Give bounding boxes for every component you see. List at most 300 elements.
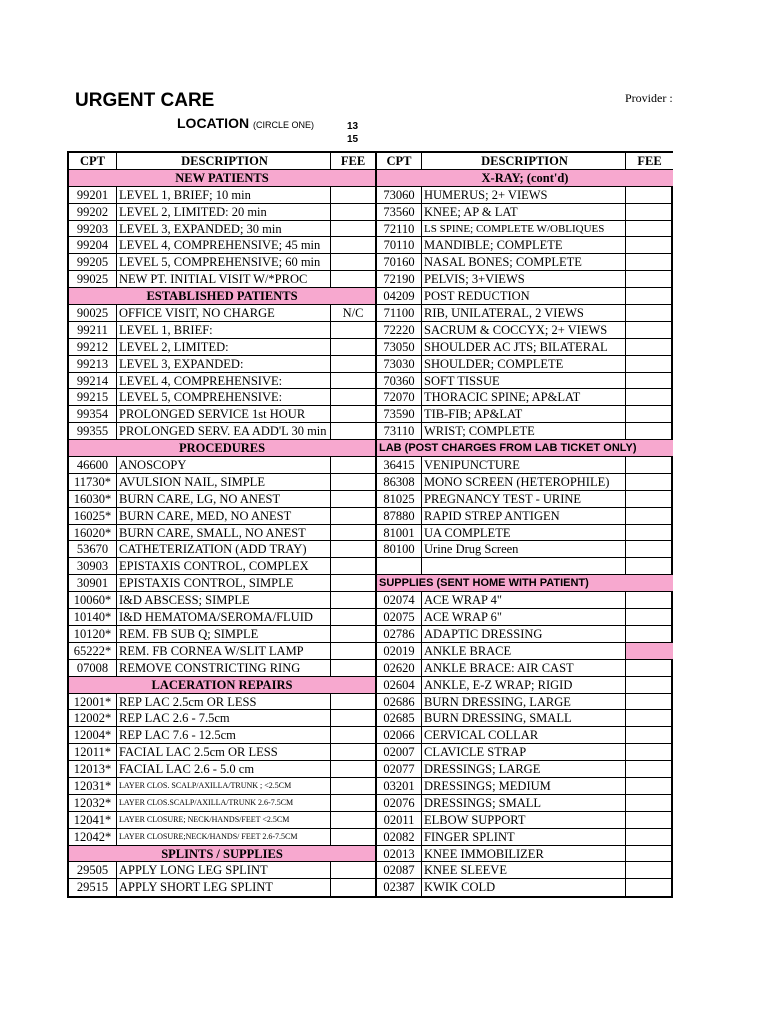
procedure-description bbox=[422, 558, 626, 574]
fee-field[interactable] bbox=[331, 558, 375, 574]
procedure-description bbox=[117, 491, 331, 507]
table-row bbox=[377, 829, 673, 846]
procedure-description-text: BURN CARE, SMALL, NO ANEST bbox=[119, 525, 306, 540]
fee-field[interactable]: N/C bbox=[342, 306, 364, 321]
procedure-description bbox=[422, 356, 626, 372]
procedure-description-text: OFFICE VISIT, NO CHARGE bbox=[119, 306, 275, 321]
fee-field[interactable] bbox=[626, 305, 673, 321]
fee-field[interactable] bbox=[626, 541, 673, 557]
procedure-description bbox=[422, 288, 626, 304]
cpt-code: 30903 bbox=[69, 558, 117, 574]
fee-header: FEE bbox=[340, 154, 366, 168]
procedure-description bbox=[422, 322, 626, 338]
table-row bbox=[69, 778, 375, 795]
fee-field[interactable] bbox=[626, 795, 673, 811]
cpt-code: 02075 bbox=[377, 609, 422, 625]
procedure-description-text: FACIAL LAC 2.5cm OR LESS bbox=[119, 745, 278, 760]
table-row bbox=[377, 254, 673, 271]
procedure-description-text: LEVEL 3, EXPANDED; 30 min bbox=[119, 221, 282, 236]
table-row bbox=[377, 204, 673, 221]
procedure-description bbox=[117, 423, 331, 439]
procedure-description bbox=[117, 204, 331, 220]
fee-field[interactable] bbox=[626, 187, 673, 203]
fee-field[interactable] bbox=[331, 862, 375, 878]
procedure-description bbox=[422, 744, 626, 760]
procedure-description bbox=[422, 187, 626, 203]
location-code-13[interactable]: 13 bbox=[347, 121, 359, 132]
procedure-description-text: LAYER CLOS.SCALP/AXILLA/TRUNK 2.6-7.5CM bbox=[119, 797, 294, 807]
fee-field[interactable] bbox=[331, 389, 375, 405]
cpt-code: 99205 bbox=[69, 254, 117, 270]
fee-field[interactable] bbox=[331, 187, 375, 203]
right-column bbox=[377, 153, 673, 896]
fee-field[interactable] bbox=[626, 221, 673, 237]
cpt-code: 72220 bbox=[377, 322, 422, 338]
procedure-description bbox=[117, 221, 331, 237]
cpt-code: 72190 bbox=[377, 271, 422, 287]
procedure-description-text: REP LAC 2.6 - 7.5cm bbox=[119, 711, 230, 726]
procedure-description-text: LEVEL 1, BRIEF; 10 min bbox=[119, 187, 251, 202]
fee-field[interactable] bbox=[626, 271, 673, 287]
cpt-code: 90025 bbox=[69, 305, 117, 321]
procedure-description bbox=[422, 778, 626, 794]
cpt-code: 81001 bbox=[377, 525, 422, 541]
table-row bbox=[69, 254, 375, 271]
fee-field[interactable] bbox=[331, 474, 375, 490]
procedure-description bbox=[117, 525, 331, 541]
table-row bbox=[377, 812, 673, 829]
procedure-description bbox=[422, 373, 626, 389]
fee-field[interactable] bbox=[626, 406, 673, 422]
fee-field[interactable] bbox=[331, 727, 375, 743]
table-row bbox=[69, 508, 375, 525]
fee-field[interactable] bbox=[626, 846, 673, 862]
cpt-code: 81025 bbox=[377, 491, 422, 507]
fee-field[interactable] bbox=[331, 508, 375, 524]
procedure-description bbox=[117, 626, 331, 642]
fee-field[interactable] bbox=[331, 423, 375, 439]
procedure-description bbox=[422, 795, 626, 811]
procedure-description bbox=[422, 508, 626, 524]
table-row bbox=[69, 592, 375, 609]
procedure-description bbox=[422, 423, 626, 439]
cpt-code: 99212 bbox=[69, 339, 117, 355]
fee-field[interactable] bbox=[331, 406, 375, 422]
fee-field[interactable] bbox=[331, 879, 375, 896]
section-header bbox=[377, 440, 673, 457]
procedure-description-text: CATHETERIZATION (ADD TRAY) bbox=[119, 542, 307, 557]
procedure-description bbox=[422, 812, 626, 828]
fee-field[interactable] bbox=[331, 221, 375, 237]
procedure-description-text: LAYER CLOSURE;NECK/HANDS/ FEET 2.6-7.5CM bbox=[119, 831, 298, 841]
fee-field[interactable] bbox=[331, 254, 375, 270]
cpt-code: 87880 bbox=[377, 508, 422, 524]
procedure-description-text: LEVEL 4, COMPREHENSIVE: bbox=[119, 373, 283, 388]
table-row bbox=[377, 541, 673, 558]
section-title: ESTABLISHED PATIENTS bbox=[146, 289, 298, 304]
procedure-description-text: NEW PT. INITIAL VISIT W/*PROC bbox=[119, 272, 308, 287]
fee-field[interactable] bbox=[331, 643, 375, 659]
table-row bbox=[377, 879, 673, 896]
procedure-description-text: LEVEL 1, BRIEF: bbox=[119, 322, 213, 337]
fee-field[interactable] bbox=[331, 541, 375, 557]
fee-field[interactable] bbox=[626, 457, 673, 473]
table-row bbox=[377, 423, 673, 440]
procedure-description bbox=[422, 862, 626, 878]
procedure-description bbox=[422, 204, 626, 220]
procedure-description bbox=[422, 761, 626, 777]
cpt-code: 30901 bbox=[69, 575, 117, 591]
cpt-code: 12004* bbox=[69, 727, 117, 743]
cpt-code: 04209 bbox=[377, 288, 422, 304]
fee-field[interactable] bbox=[331, 694, 375, 710]
table-row bbox=[69, 626, 375, 643]
procedure-description-text: LEVEL 4, COMPREHENSIVE; 45 min bbox=[119, 238, 321, 253]
fee-field[interactable] bbox=[626, 322, 673, 338]
cpt-code: 16030* bbox=[69, 491, 117, 507]
fee-field[interactable] bbox=[331, 204, 375, 220]
table-row bbox=[377, 457, 673, 474]
cpt-code: 02076 bbox=[377, 795, 422, 811]
procedure-description-text: REMOVE CONSTRICTING RING bbox=[119, 660, 301, 675]
procedure-description-text: HUMERUS; 2+ VIEWS bbox=[424, 187, 548, 202]
procedure-description-text: EPISTAXIS CONTROL, COMPLEX bbox=[119, 559, 309, 574]
cpt-code: 70160 bbox=[377, 254, 422, 270]
cpt-code: 12032* bbox=[69, 795, 117, 811]
cpt-code: 02074 bbox=[377, 592, 422, 608]
procedure-description-text: SOFT TISSUE bbox=[424, 373, 500, 388]
fee-field[interactable] bbox=[626, 761, 673, 777]
procedure-description-text: I&D HEMATOMA/SEROMA/FLUID bbox=[119, 610, 313, 625]
cpt-code: 99213 bbox=[69, 356, 117, 372]
table-row bbox=[69, 795, 375, 812]
fee-field[interactable] bbox=[626, 373, 673, 389]
section-title: PROCEDURES bbox=[178, 441, 266, 456]
procedure-description-text: AVULSION NAIL, SIMPLE bbox=[119, 474, 265, 489]
fee-field[interactable] bbox=[331, 373, 375, 389]
fee-field[interactable] bbox=[331, 525, 375, 541]
fee-field[interactable] bbox=[626, 609, 673, 625]
section-header bbox=[377, 170, 673, 187]
fee-field[interactable] bbox=[626, 558, 673, 574]
table-row bbox=[69, 491, 375, 508]
procedure-description-text: REM. FB CORNEA W/SLIT LAMP bbox=[119, 643, 304, 658]
procedure-description-text: BURN DRESSING, LARGE bbox=[424, 694, 571, 709]
table-row bbox=[377, 237, 673, 254]
procedure-description bbox=[117, 694, 331, 710]
cpt-code: 99204 bbox=[69, 237, 117, 253]
section-header bbox=[69, 288, 375, 305]
section-header bbox=[69, 677, 375, 694]
fee-field[interactable] bbox=[331, 491, 375, 507]
procedure-description-text: ACE WRAP 4" bbox=[424, 593, 503, 608]
table-row bbox=[69, 305, 375, 322]
cpt-code: 70360 bbox=[377, 373, 422, 389]
location-codes bbox=[347, 120, 358, 146]
cpt-code: 12002* bbox=[69, 710, 117, 726]
fee-field[interactable] bbox=[626, 829, 673, 845]
procedure-description bbox=[422, 305, 626, 321]
cpt-code: 99201 bbox=[69, 187, 117, 203]
cpt-code: 02007 bbox=[377, 744, 422, 760]
table-row bbox=[377, 862, 673, 879]
procedure-description bbox=[422, 237, 626, 253]
cpt-code: 72070 bbox=[377, 389, 422, 405]
cpt-code: 03201 bbox=[377, 778, 422, 794]
table-row bbox=[377, 677, 673, 694]
table-row bbox=[377, 609, 673, 626]
procedure-description bbox=[422, 339, 626, 355]
fee-field[interactable] bbox=[626, 237, 673, 253]
cpt-header: CPT bbox=[377, 153, 422, 169]
procedure-description bbox=[422, 660, 626, 676]
location-hint: (CIRCLE ONE) bbox=[252, 120, 314, 130]
procedure-description-text: KNEE SLEEVE bbox=[424, 863, 507, 878]
table-row bbox=[377, 727, 673, 744]
fee-field[interactable] bbox=[626, 778, 673, 794]
procedure-description bbox=[117, 406, 331, 422]
procedure-description bbox=[117, 237, 331, 253]
fee-field[interactable] bbox=[626, 592, 673, 608]
fee-field[interactable] bbox=[331, 237, 375, 253]
fee-field[interactable] bbox=[331, 322, 375, 338]
cpt-code: 99355 bbox=[69, 423, 117, 439]
fee-field[interactable] bbox=[626, 288, 673, 304]
table-row bbox=[69, 339, 375, 356]
cpt-code: 12042* bbox=[69, 829, 117, 845]
fee-field[interactable] bbox=[331, 710, 375, 726]
table-row bbox=[69, 525, 375, 542]
procedure-description bbox=[117, 356, 331, 372]
procedure-description-text: Urine Drug Screen bbox=[424, 542, 519, 557]
fee-field[interactable] bbox=[626, 389, 673, 405]
cpt-code: 02077 bbox=[377, 761, 422, 777]
procedure-description-text: REP LAC 7.6 - 12.5cm bbox=[119, 728, 236, 743]
cpt-code: 12013* bbox=[69, 761, 117, 777]
procedure-description-text: PROLONGED SERV. EA ADD'L 30 min bbox=[119, 424, 327, 439]
location-code-15[interactable]: 15 bbox=[347, 134, 359, 145]
fee-field[interactable] bbox=[626, 710, 673, 726]
table-row bbox=[377, 744, 673, 761]
table-row bbox=[69, 710, 375, 727]
table-row bbox=[377, 221, 673, 238]
fee-field[interactable] bbox=[331, 626, 375, 642]
procedure-description bbox=[117, 339, 331, 355]
fee-field[interactable] bbox=[331, 660, 375, 676]
table-row bbox=[377, 339, 673, 356]
table-row bbox=[69, 694, 375, 711]
table-row bbox=[377, 626, 673, 643]
fee-field[interactable] bbox=[626, 508, 673, 524]
procedure-description bbox=[422, 254, 626, 270]
fee-field[interactable] bbox=[331, 339, 375, 355]
fee-field[interactable] bbox=[626, 204, 673, 220]
fee-field[interactable] bbox=[626, 694, 673, 710]
location-label-text: LOCATION bbox=[177, 115, 250, 131]
procedure-description-text: LEVEL 5, COMPREHENSIVE: bbox=[119, 390, 283, 405]
fee-field[interactable] bbox=[626, 727, 673, 743]
procedure-description bbox=[422, 389, 626, 405]
table-row bbox=[377, 305, 673, 322]
table-row bbox=[69, 829, 375, 846]
procedure-description-text: CLAVICLE STRAP bbox=[424, 745, 527, 760]
procedure-description-text: NASAL BONES; COMPLETE bbox=[424, 255, 582, 270]
fee-field[interactable] bbox=[626, 491, 673, 507]
cpt-code: 29505 bbox=[69, 862, 117, 878]
fee-field[interactable] bbox=[331, 457, 375, 473]
cpt-code: 02066 bbox=[377, 727, 422, 743]
procedure-description bbox=[117, 795, 331, 811]
table-row bbox=[377, 508, 673, 525]
location-label bbox=[177, 115, 314, 131]
cpt-code: 16020* bbox=[69, 525, 117, 541]
procedure-description-text: MANDIBLE; COMPLETE bbox=[424, 238, 563, 253]
fee-field[interactable] bbox=[626, 423, 673, 439]
cpt-code: 99214 bbox=[69, 373, 117, 389]
fee-field[interactable] bbox=[626, 812, 673, 828]
procedure-description bbox=[117, 727, 331, 743]
procedure-description-text: MONO SCREEN (HETEROPHILE) bbox=[424, 474, 610, 489]
table-row bbox=[69, 761, 375, 778]
procedure-description bbox=[422, 271, 626, 287]
fee-field[interactable] bbox=[331, 271, 375, 287]
table-row bbox=[377, 660, 673, 677]
section-title: LAB (POST CHARGES FROM LAB TICKET ONLY) bbox=[379, 442, 637, 455]
table-row bbox=[69, 879, 375, 896]
section-header bbox=[69, 846, 375, 863]
section-title: NEW PATIENTS bbox=[175, 170, 269, 185]
procedure-description-text: BURN CARE, MED, NO ANEST bbox=[119, 508, 292, 523]
procedure-description-text: THORACIC SPINE; AP&LAT bbox=[424, 390, 581, 405]
table-row bbox=[377, 491, 673, 508]
cpt-code: 02604 bbox=[377, 677, 422, 693]
fee-field[interactable] bbox=[331, 829, 375, 845]
procedure-description-text: PELVIS; 3+VIEWS bbox=[424, 272, 525, 287]
fee-field[interactable] bbox=[626, 339, 673, 355]
section-header bbox=[69, 170, 375, 187]
procedure-description bbox=[422, 879, 626, 896]
procedure-description bbox=[422, 694, 626, 710]
fee-field[interactable] bbox=[331, 812, 375, 828]
cpt-code: 29515 bbox=[69, 879, 117, 896]
table-row bbox=[377, 643, 673, 660]
table-row bbox=[69, 812, 375, 829]
procedure-description-text: I&D ABSCESS; SIMPLE bbox=[119, 593, 250, 608]
cpt-code: 02686 bbox=[377, 694, 422, 710]
procedure-description-text: ANKLE, E-Z WRAP; RIGID bbox=[424, 677, 573, 692]
cpt-code: 80100 bbox=[377, 541, 422, 557]
fee-field[interactable] bbox=[331, 761, 375, 777]
table-row bbox=[377, 322, 673, 339]
cpt-code: 73050 bbox=[377, 339, 422, 355]
section-title: X-RAY; (cont'd) bbox=[481, 170, 569, 185]
table-row bbox=[377, 288, 673, 305]
fee-field[interactable] bbox=[626, 254, 673, 270]
cpt-code: 02387 bbox=[377, 879, 422, 896]
procedure-description-text: LEVEL 3, EXPANDED: bbox=[119, 356, 244, 371]
cpt-code: 53670 bbox=[69, 541, 117, 557]
fee-field[interactable] bbox=[626, 862, 673, 878]
fee-field[interactable] bbox=[626, 356, 673, 372]
procedure-description-text: WRIST; COMPLETE bbox=[424, 424, 535, 439]
fee-field[interactable] bbox=[626, 474, 673, 490]
cpt-code: 71100 bbox=[377, 305, 422, 321]
fee-field[interactable] bbox=[331, 575, 375, 591]
fee-field[interactable] bbox=[331, 778, 375, 794]
table-row bbox=[69, 204, 375, 221]
procedure-description-text: APPLY LONG LEG SPLINT bbox=[119, 863, 268, 878]
fee-field[interactable] bbox=[626, 744, 673, 760]
fee-field[interactable] bbox=[626, 626, 673, 642]
table-row bbox=[377, 187, 673, 204]
procedure-description bbox=[117, 322, 331, 338]
fee-field[interactable] bbox=[331, 744, 375, 760]
fee-field[interactable] bbox=[626, 643, 673, 659]
section-header bbox=[377, 575, 673, 592]
superbill-table bbox=[67, 151, 673, 898]
table-row bbox=[69, 187, 375, 204]
table-row bbox=[69, 660, 375, 677]
cpt-code: 12041* bbox=[69, 812, 117, 828]
table-row bbox=[377, 373, 673, 390]
cpt-code: 46600 bbox=[69, 457, 117, 473]
fee-field[interactable] bbox=[331, 592, 375, 608]
procedure-description-text: BURN CARE, LG, NO ANEST bbox=[119, 491, 281, 506]
fee-field[interactable] bbox=[626, 525, 673, 541]
fee-field[interactable] bbox=[626, 879, 673, 896]
procedure-description-text: BURN DRESSING, SMALL bbox=[424, 711, 572, 726]
table-row bbox=[69, 221, 375, 238]
cpt-code: 02786 bbox=[377, 626, 422, 642]
cpt-code: 02082 bbox=[377, 829, 422, 845]
fee-field[interactable] bbox=[331, 795, 375, 811]
cpt-code: 10140* bbox=[69, 609, 117, 625]
table-row bbox=[69, 271, 375, 288]
procedure-description-text: UA COMPLETE bbox=[424, 525, 511, 540]
procedure-description-text: PROLONGED SERVICE 1st HOUR bbox=[119, 407, 306, 422]
procedure-description bbox=[422, 474, 626, 490]
table-row bbox=[377, 592, 673, 609]
provider-label: Provider : bbox=[625, 91, 673, 105]
section-title: SUPPLIES (SENT HOME WITH PATIENT) bbox=[379, 577, 589, 590]
procedure-description-text: POST REDUCTION bbox=[424, 289, 530, 304]
procedure-description-text: DRESSINGS; LARGE bbox=[424, 762, 541, 777]
procedure-description bbox=[422, 491, 626, 507]
fee-field[interactable] bbox=[626, 660, 673, 676]
procedure-description-text: KWIK COLD bbox=[424, 880, 496, 895]
fee-field[interactable] bbox=[331, 609, 375, 625]
procedure-description bbox=[422, 457, 626, 473]
procedure-description bbox=[117, 609, 331, 625]
fee-field[interactable] bbox=[331, 356, 375, 372]
procedure-description-text: PREGNANCY TEST - URINE bbox=[424, 491, 582, 506]
procedure-description-text: ELBOW SUPPORT bbox=[424, 812, 526, 827]
table-row bbox=[69, 322, 375, 339]
cpt-code: 11730* bbox=[69, 474, 117, 490]
cpt-code: 02013 bbox=[377, 846, 422, 862]
procedure-description bbox=[422, 592, 626, 608]
procedure-description bbox=[422, 677, 626, 693]
procedure-description-text: EPISTAXIS CONTROL, SIMPLE bbox=[119, 576, 294, 591]
section-title: SPLINTS / SUPPLIES bbox=[161, 846, 283, 861]
procedure-description-text: LAYER CLOS. SCALP/AXILLA/TRUNK ; <2.5CM bbox=[119, 780, 292, 790]
table-row bbox=[69, 406, 375, 423]
fee-field[interactable] bbox=[626, 677, 673, 693]
table-row bbox=[69, 457, 375, 474]
cpt-code: 73560 bbox=[377, 204, 422, 220]
page-title: URGENT CARE bbox=[75, 90, 215, 111]
procedure-description-text: VENIPUNCTURE bbox=[424, 458, 520, 473]
